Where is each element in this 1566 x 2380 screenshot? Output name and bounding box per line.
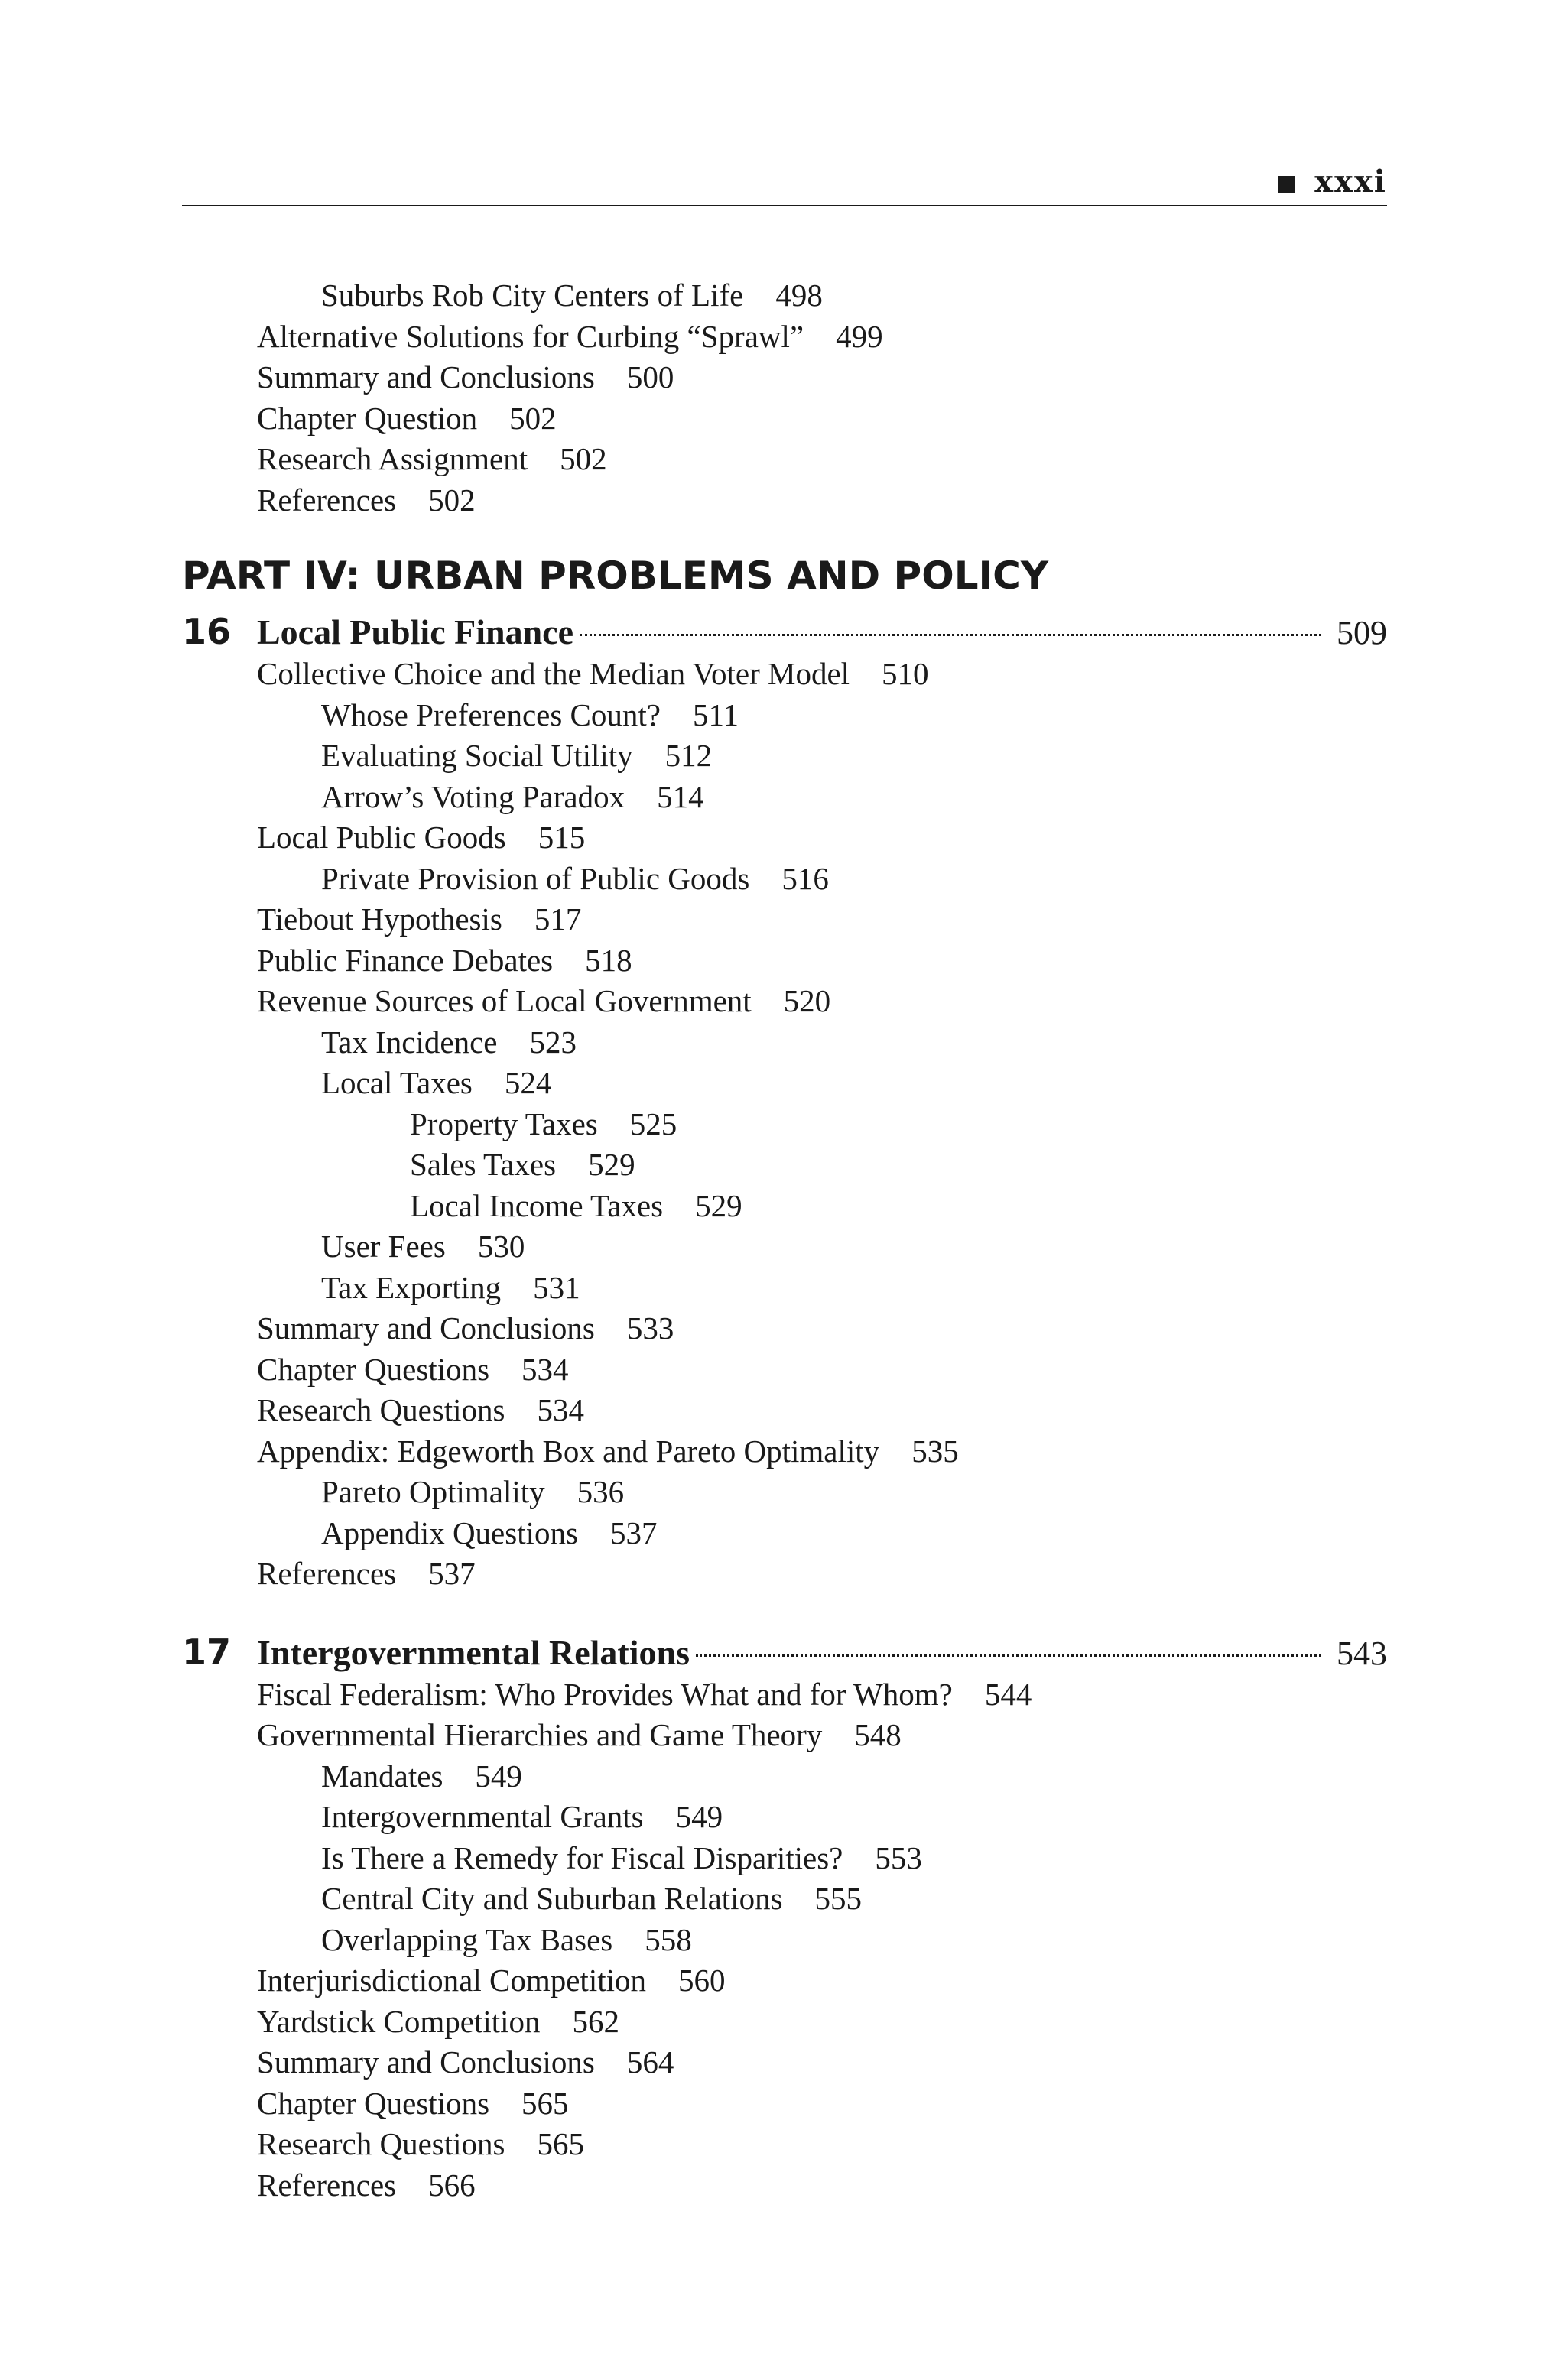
toc-entry-page: 524 xyxy=(504,1065,552,1100)
toc-entry-page: 500 xyxy=(626,359,674,395)
toc-entry-title: References xyxy=(257,2167,397,2203)
chapter-title: Intergovernmental Relations xyxy=(257,1632,690,1672)
toc-entry xyxy=(182,940,1387,982)
dot-leader xyxy=(580,634,1321,636)
toc-entry-page: 537 xyxy=(428,1556,476,1591)
toc-entry-title: Chapter Questions xyxy=(257,2085,490,2121)
toc-entry-page: 530 xyxy=(477,1229,525,1264)
toc-entry xyxy=(182,275,1387,317)
toc-entry-title: Central City and Suburban Relations xyxy=(321,1881,783,1916)
toc-entry-page: 533 xyxy=(626,1310,674,1346)
toc-entry xyxy=(182,2002,1387,2043)
toc-entry xyxy=(182,439,1387,480)
toc-entry-page: 555 xyxy=(814,1881,863,1916)
toc-entry xyxy=(182,1756,1387,1797)
toc-entry-title: Summary and Conclusions xyxy=(257,1310,595,1346)
toc-entry-title: Arrow’s Voting Paradox xyxy=(321,778,625,814)
toc-entry xyxy=(182,2165,1387,2206)
toc-entry xyxy=(182,1308,1387,1349)
toc-entry-title: Yardstick Competition xyxy=(257,2003,541,2039)
chapter-spacer xyxy=(182,1595,1387,1630)
toc-entry-page: 537 xyxy=(609,1515,658,1550)
chapter-heading xyxy=(182,1630,1387,1674)
toc-entry xyxy=(182,317,1387,358)
toc-entry xyxy=(182,1513,1387,1554)
dot-leader xyxy=(696,1654,1321,1657)
toc-entry xyxy=(182,899,1387,940)
toc-entry-title: Suburbs Rob City Centers of Life xyxy=(321,278,744,313)
toc-entry xyxy=(182,859,1387,900)
toc-entry xyxy=(182,2042,1387,2083)
toc-entry xyxy=(182,398,1387,440)
toc-entry-title: Appendix Questions xyxy=(321,1515,578,1550)
toc-entry xyxy=(182,1878,1387,1920)
toc-entry xyxy=(182,1838,1387,1879)
toc-entry-page: 562 xyxy=(572,2003,620,2039)
toc-entry-title: References xyxy=(257,482,397,518)
toc-entry-page: 535 xyxy=(911,1433,959,1469)
toc-entry-page: 518 xyxy=(585,942,632,978)
chapter-number: 16 xyxy=(182,611,232,652)
toc-entry xyxy=(182,1268,1387,1309)
chapter-number: 17 xyxy=(182,1631,232,1673)
toc-entry-page: 529 xyxy=(695,1187,742,1223)
toc-entry-page: 549 xyxy=(475,1758,522,1794)
toc-entry-title: Alternative Solutions for Curbing “Sprawl” xyxy=(257,318,804,354)
toc-entry xyxy=(182,654,1387,695)
toc-entry-page: 531 xyxy=(533,1269,580,1305)
toc-entry-page: 548 xyxy=(854,1717,902,1752)
toc-entry xyxy=(182,1349,1387,1391)
toc-entry-title: Public Finance Debates xyxy=(257,942,554,978)
toc-entry-title: Summary and Conclusions xyxy=(257,359,595,395)
toc-entry xyxy=(182,1960,1387,2002)
toc-entry xyxy=(182,1431,1387,1472)
toc-entry-title: Local Taxes xyxy=(321,1065,473,1100)
toc-entry-title: Appendix: Edgeworth Box and Pareto Optimality xyxy=(257,1433,880,1469)
toc-entry-title: Local Income Taxes xyxy=(410,1187,664,1223)
toc-entry-title: Interjurisdictional Competition xyxy=(257,1963,646,1998)
toc-entry-page: 499 xyxy=(836,318,883,354)
toc-entry-title: Summary and Conclusions xyxy=(257,2044,595,2080)
toc-entry-page: 534 xyxy=(537,1392,584,1427)
toc-entry-page: 525 xyxy=(629,1106,677,1141)
toc-entry-title: Revenue Sources of Local Government xyxy=(257,983,752,1018)
toc-entry-page: 565 xyxy=(537,2126,584,2161)
toc-entry-title: Evaluating Social Utility xyxy=(321,738,633,773)
toc-entry-title: Tiebout Hypothesis xyxy=(257,901,502,937)
toc-entry-page: 534 xyxy=(521,1351,569,1387)
toc-entry-page: 515 xyxy=(538,820,586,855)
continued-section xyxy=(182,275,1387,521)
toc-entry-title: Chapter Question xyxy=(257,400,478,436)
toc-entry xyxy=(182,1226,1387,1268)
toc-entry-page: 560 xyxy=(678,1963,726,1998)
toc-entry-page: 558 xyxy=(645,1921,692,1957)
toc-entry-page: 536 xyxy=(577,1474,625,1509)
part-title: PART IV: URBAN PROBLEMS AND POLICY xyxy=(182,554,1049,598)
toc-entry-title: Research Assignment xyxy=(257,441,528,476)
toc-entry-title: Collective Choice and the Median Voter Model xyxy=(257,656,850,691)
toc-entry xyxy=(182,1554,1387,1595)
toc-entry-page: 516 xyxy=(781,860,829,896)
toc-entry-title: Overlapping Tax Bases xyxy=(321,1921,613,1957)
toc-entry xyxy=(182,1797,1387,1838)
toc-entry-title: Chapter Questions xyxy=(257,1351,490,1387)
toc-entry xyxy=(182,695,1387,736)
toc-content xyxy=(182,275,1387,2206)
toc-entry xyxy=(182,480,1387,521)
toc-entry xyxy=(182,1145,1387,1186)
toc-entry-page: 511 xyxy=(693,696,739,732)
square-bullet-icon xyxy=(1278,176,1295,193)
toc-entry-page: 517 xyxy=(534,901,582,937)
toc-entry xyxy=(182,1186,1387,1227)
toc-entry-page: 520 xyxy=(783,983,831,1018)
chapter-heading xyxy=(182,609,1387,654)
toc-entry-title: Pareto Optimality xyxy=(321,1474,545,1509)
toc-entry-page: 498 xyxy=(775,278,823,313)
page-number: xxxi xyxy=(1314,164,1387,200)
toc-entry xyxy=(182,1390,1387,1431)
toc-entry-page: 502 xyxy=(509,400,557,436)
toc-entry xyxy=(182,1472,1387,1513)
toc-entry-title: User Fees xyxy=(321,1229,446,1264)
toc-entry-title: Tax Incidence xyxy=(321,1024,498,1060)
toc-entry xyxy=(182,1063,1387,1104)
toc-entry xyxy=(182,1715,1387,1756)
toc-entry xyxy=(182,981,1387,1022)
toc-entry-page: 502 xyxy=(560,441,607,476)
toc-entry xyxy=(182,1104,1387,1145)
toc-entry xyxy=(182,1022,1387,1063)
toc-entry-title: Private Provision of Public Goods xyxy=(321,860,750,896)
toc-entry xyxy=(182,2124,1387,2165)
toc-entry-title: Research Questions xyxy=(257,2126,505,2161)
toc-entry-title: Sales Taxes xyxy=(410,1147,557,1182)
toc-entry-page: 502 xyxy=(428,482,476,518)
toc-entry xyxy=(182,777,1387,818)
toc-entry xyxy=(182,357,1387,398)
toc-entry xyxy=(182,817,1387,859)
toc-entry-title: Local Public Goods xyxy=(257,820,506,855)
toc-entry-title: Research Questions xyxy=(257,1392,505,1427)
chapter-title: Local Public Finance xyxy=(257,612,573,651)
toc-entry-page: 510 xyxy=(882,656,929,691)
toc-entry-page: 512 xyxy=(664,738,713,773)
toc-entry-title: Whose Preferences Count? xyxy=(321,696,661,732)
chapter-page: 543 xyxy=(1337,1634,1387,1672)
toc-entry xyxy=(182,1674,1387,1716)
toc-entry-page: 565 xyxy=(521,2085,569,2121)
toc-entry-title: Is There a Remedy for Fiscal Disparities? xyxy=(321,1839,843,1875)
toc-entry-title: Tax Exporting xyxy=(321,1269,502,1305)
toc-entry-title: Fiscal Federalism: Who Provides What and for Whom? xyxy=(257,1676,953,1712)
toc-entry-title: Property Taxes xyxy=(410,1106,598,1141)
toc-entry-title: Mandates xyxy=(321,1758,443,1794)
toc-entry-title: Governmental Hierarchies and Game Theory xyxy=(257,1717,823,1752)
toc-entry-page: 514 xyxy=(657,778,704,814)
toc-entry-page: 553 xyxy=(875,1839,922,1875)
toc-entry-title: Intergovernmental Grants xyxy=(321,1799,644,1834)
chapter-page: 509 xyxy=(1337,614,1387,651)
chapter-list xyxy=(182,609,1387,2206)
toc-entry xyxy=(182,2083,1387,2125)
toc-entry-title: References xyxy=(257,1556,397,1591)
running-head xyxy=(182,156,1387,206)
toc-entry-page: 564 xyxy=(626,2044,674,2080)
toc-entry-page: 566 xyxy=(428,2167,476,2203)
toc-entry-page: 529 xyxy=(588,1147,635,1182)
toc-entry-page: 544 xyxy=(984,1676,1032,1712)
toc-entry-page: 549 xyxy=(675,1799,723,1834)
toc-entry xyxy=(182,735,1387,777)
toc-entry xyxy=(182,1920,1387,1961)
toc-entry-page: 523 xyxy=(529,1024,577,1060)
